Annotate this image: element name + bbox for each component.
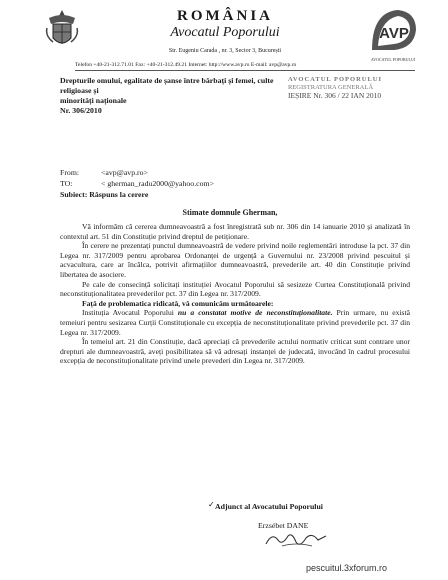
paragraph-2: În cerere ne prezentați punctul dumneavoastră de vedere privind noile reglementări introduse la pct. 37 din Legea nr. 317/2009 pentru aprobarea Ordonanței de urgență a Guvernului nr. 23/2008 privind pescuitul și acvacultura, care ar încălca, potrivit afirmațiilor dumneavoastră, prevederile art. 40 din Constituție privind libertatea de asociere. <box>60 241 410 279</box>
document-number: Nr. 306/2010 <box>60 106 102 115</box>
paragraph-4: Față de problematica ridicată, vă comunicăm următoarele: <box>82 298 274 308</box>
closing-title: Adjunct al Avocatului Poporului <box>215 502 323 511</box>
signer-name: Erzsébet DANE <box>258 521 309 530</box>
country-title: ROMÂNIA <box>177 8 273 24</box>
email-subject: Subiect: Răspuns la cerere <box>60 190 149 199</box>
from-value: <avp@avp.ro> <box>101 168 148 177</box>
department-line-1: Drepturile omului, egalitate de șanse între bărbați și femei, culte religioase și <box>60 76 274 95</box>
paragraph-5 <box>60 308 410 337</box>
stamp-line-3: IEȘIRE Nr. 306 / 22 IAN 2010 <box>288 91 382 100</box>
from-label: From: <box>60 168 80 177</box>
watermark-text: pescuitul.3xforum.ro <box>306 563 388 573</box>
logo-caption: AVOCATUL POPORULUI <box>370 57 416 62</box>
p5-emphasis: nu a constatat motive de neconstituționalitate. <box>177 308 333 318</box>
to-value: < gherman_radu2000@yahoo.com> <box>101 179 214 188</box>
paragraph-3: Pe cale de consecință solicitați instituției Avocatul Poporului să sesizeze Curtea Constituțională privind neconstituționalitatea prevederilor pct. 37 din Legea nr. 317/2009. <box>60 279 410 299</box>
checkmark-icon: ✓ <box>208 500 215 509</box>
coat-of-arms-icon <box>45 8 79 52</box>
paragraph-1: Vă informăm că cererea dumneavoastră a fost înregistrată sub nr. 306 din 14 ianuarie 2010 și analizată în contextul art. 51 din Constituție privind dreptul de petiționare. <box>60 222 410 241</box>
signature-icon <box>262 530 332 550</box>
institution-address: Str. Eugeniu Carada , nr. 3, Sector 3, București <box>168 48 282 54</box>
salutation: Stimate domnule Gherman, <box>182 208 278 217</box>
avp-logo-icon <box>368 6 420 56</box>
contact-line: Telefon +40-21-312.71.01 Fax: +40-21-312.49.21 Internet: http://www.avp.ro E-mail: avp@avp.ro <box>75 62 415 71</box>
svg-text:AVP: AVP <box>379 25 409 42</box>
department-heading <box>60 76 285 116</box>
email-from <box>60 168 148 177</box>
letter-body <box>60 222 410 366</box>
p5-rest: Prin urmare, nu există temeiuri pentru sesizarea Curții Constituționale cu excepția de neconstituționalitate privind prevederile pct. 37 din Legea nr. 317/2009. <box>60 308 410 337</box>
p5-start: Instituția Avocatul Poporului <box>82 308 178 318</box>
paragraph-6: În temeiul art. 21 din Constituție, dacă apreciați că prevederile actului normativ criticat sunt contrare unor drepturi ale dumneavoastră, aveți posibilitatea să vă adresați instanței de judecată, invocând în cadrul procesului excepția de neconstituționalitate privind unele prevederi din Legea nr. 317/2009. <box>60 337 410 366</box>
registry-stamp <box>288 76 406 104</box>
institution-title: Avocatul Poporului <box>170 25 280 40</box>
email-to <box>60 179 214 188</box>
department-line-2: minorități naționale <box>60 96 127 105</box>
to-label: TO: <box>60 179 73 188</box>
stamp-line-2: REGISTRATURA GENERALĂ <box>288 84 374 91</box>
stamp-line-1: AVOCATUL POPORULUI <box>288 76 383 83</box>
